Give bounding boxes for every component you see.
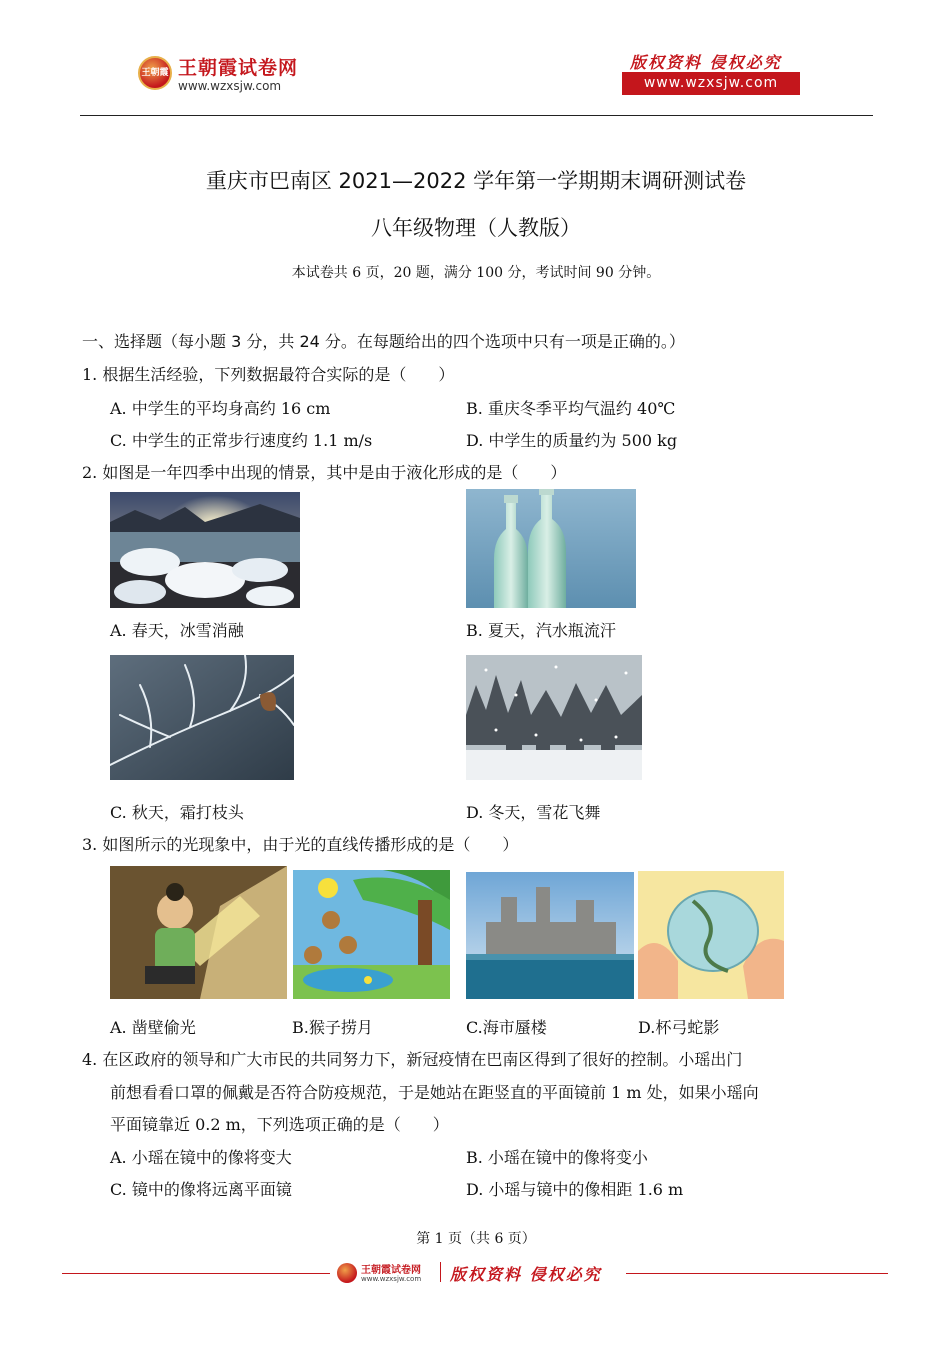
boy-reading-by-light-image <box>110 866 287 999</box>
section-heading: 一、选择题（每小题 3 分，共 24 分。在每题给出的四个选项中只有一项是正确的。） <box>82 332 685 351</box>
q4-option-a: A. 小瑶在镜中的像将变大 <box>110 1148 292 1167</box>
footer-logo-name: 王朝霞试卷网 <box>361 1265 421 1276</box>
footer-rule-left <box>62 1273 330 1274</box>
logo-name: 王朝霞试卷网 <box>178 57 299 79</box>
monkeys-fishing-moon-image <box>293 870 450 999</box>
snowfall-image <box>466 655 642 780</box>
q4-option-c: C. 镜中的像将远离平面镜 <box>110 1180 292 1199</box>
q2-option-d: D. 冬天，雪花飞舞 <box>466 803 601 822</box>
footer-copyright: 版权资料 侵权必究 <box>450 1265 602 1284</box>
copyright-notice: 版权资料 侵权必究 <box>630 53 782 72</box>
q4-stem-line1: 4. 在区政府的领导和广大市民的共同努力下，新冠疫情在巴南区得到了很好的控制。小瑶出门 <box>82 1050 743 1069</box>
logo-badge-icon: 王朝霞 <box>138 56 172 90</box>
footer-separator <box>440 1262 441 1282</box>
header-divider <box>80 115 873 116</box>
q1-option-a: A. 中学生的平均身高约 16 cm <box>110 399 331 418</box>
q1-option-c: C. 中学生的正常步行速度约 1.1 m/s <box>110 431 373 450</box>
exam-info: 本试卷共 6 页，20 题，满分 100 分，考试时间 90 分钟。 <box>291 265 661 281</box>
q2-option-a: A. 春天，冰雪消融 <box>110 621 244 640</box>
q4-option-d: D. 小瑶与镜中的像相距 1.6 m <box>466 1180 684 1199</box>
q1-option-d: D. 中学生的质量约为 500 kg <box>466 431 678 450</box>
exam-subtitle: 八年级物理（人教版） <box>371 216 581 240</box>
q3-option-a: A. 凿壁偷光 <box>110 1018 196 1037</box>
mirage-image <box>466 872 634 999</box>
q2-option-c: C. 秋天，霜打枝头 <box>110 803 244 822</box>
q3-stem: 3. 如图所示的光现象中，由于光的直线传播形成的是（ ） <box>82 835 519 854</box>
q2-option-b: B. 夏天，汽水瓶流汗 <box>466 621 616 640</box>
q3-option-c: C.海市蜃楼 <box>466 1018 547 1037</box>
frosty-branch-image <box>110 655 294 780</box>
melting-ice-image <box>110 492 300 608</box>
soda-bottles-image <box>466 489 636 608</box>
q3-option-d: D.杯弓蛇影 <box>638 1018 720 1037</box>
logo-url: www.wzxsjw.com <box>178 79 282 93</box>
q4-stem-line3: 平面镜靠近 0.2 m，下列选项正确的是（ ） <box>110 1115 449 1134</box>
q1-stem: 1. 根据生活经验，下列数据最符合实际的是（ ） <box>82 365 455 384</box>
q2-stem: 2. 如图是一年四季中出现的情景，其中是由于液化形成的是（ ） <box>82 463 567 482</box>
q1-option-b: B. 重庆冬季平均气温约 40℃ <box>466 399 676 418</box>
q4-stem-line2: 前想看看口罩的佩戴是否符合防疫规范，于是她站在距竖直的平面镜前 1 m 处，如果小瑶向 <box>110 1083 759 1102</box>
q4-option-b: B. 小瑶在镜中的像将变小 <box>466 1148 648 1167</box>
page-number: 第 1 页（共 6 页） <box>416 1231 536 1247</box>
footer-rule-right <box>626 1273 888 1274</box>
footer-logo-url: www.wzxsjw.com <box>361 1275 422 1283</box>
cup-reflection-image <box>638 871 784 999</box>
url-banner: www.wzxsjw.com <box>622 72 800 95</box>
exam-title: 重庆市巴南区 2021—2022 学年第一学期期末调研测试卷 <box>205 169 747 193</box>
footer-logo-icon <box>337 1263 357 1283</box>
q3-option-b: B.猴子捞月 <box>292 1018 373 1037</box>
